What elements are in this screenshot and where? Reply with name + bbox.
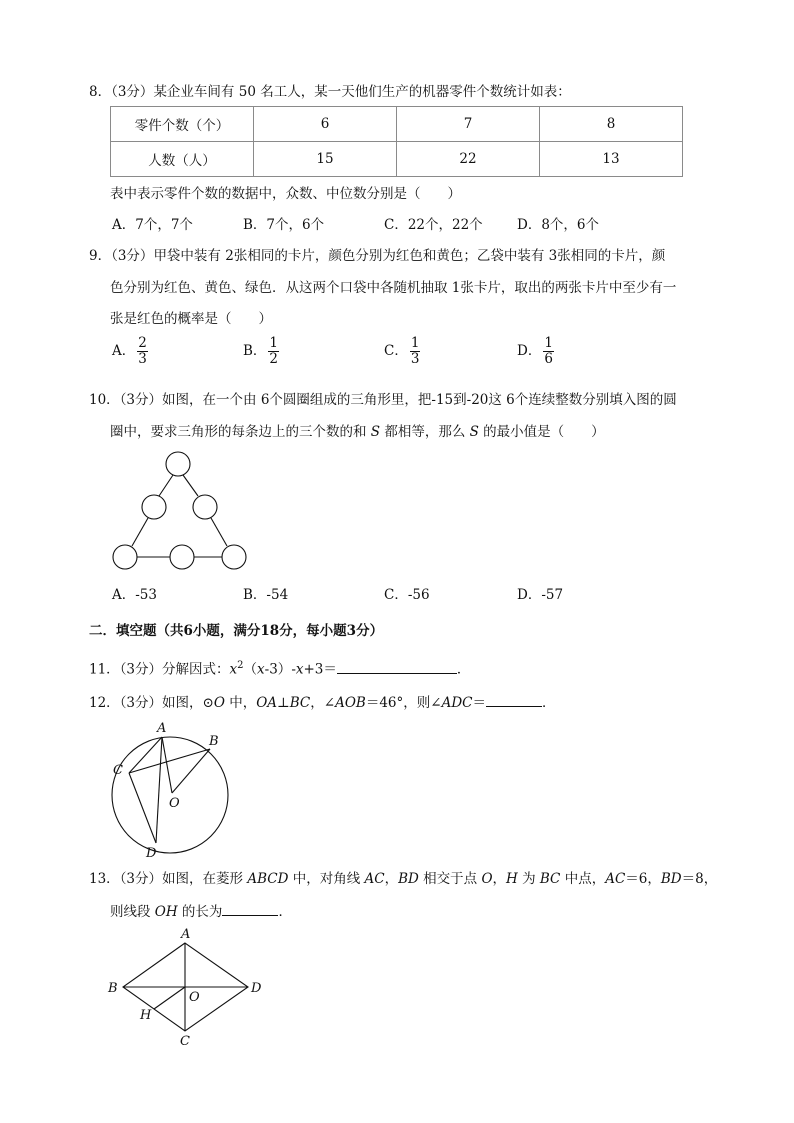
q10-option-d: D．-57 [517, 587, 564, 603]
q8-table [110, 106, 683, 177]
var-oh: OH [154, 904, 178, 920]
q9-score: （3分） [111, 248, 154, 264]
q13-score: （3分） [119, 871, 163, 887]
period: ． [278, 904, 292, 920]
q9-line2: 色分别为红色、黄色、绿色．从这两个口袋中各随机抽取 1张卡片，取出的两张卡片中至少有一 [110, 280, 677, 296]
paren: -3） [264, 661, 292, 678]
label-c: C [180, 1034, 190, 1049]
var-o: O [481, 871, 493, 887]
var-abcd: ABCD [247, 871, 289, 887]
q12-circle-figure [105, 718, 255, 863]
q12-text: 如图，⊙ [162, 695, 214, 711]
q13-number: 13． [89, 871, 120, 887]
fraction [137, 336, 148, 367]
figure-circle [166, 452, 190, 476]
q10-option-b: B．-54 [243, 587, 289, 603]
q13-text: 中，对角线 [288, 871, 365, 887]
period: ． [541, 695, 556, 711]
fraction-numerator: 2 [138, 335, 147, 351]
q11-prefix: 分解因式： [162, 661, 230, 678]
answer-blank[interactable] [337, 659, 457, 674]
q12-score: （3分） [119, 695, 163, 711]
q13-line2 [110, 901, 292, 922]
q11-stem [89, 656, 470, 680]
q13-text: 如图，在菱形 [162, 871, 248, 887]
exponent: 2 [237, 660, 244, 671]
label-h: H [140, 1008, 152, 1023]
label-a: A [157, 721, 167, 736]
fraction-denominator: 3 [410, 351, 420, 367]
label-d: D [251, 981, 262, 996]
q12-text: ，∠ [310, 695, 336, 711]
table-cell: 6 [254, 107, 397, 142]
label-o: O [189, 990, 200, 1005]
triangle-edge [159, 475, 173, 496]
q13-rhombus-figure [105, 925, 275, 1050]
segment-oh [154, 987, 185, 1009]
q10-option-c: C．-56 [384, 587, 430, 603]
paren: （ [243, 661, 258, 678]
q10-line1 [89, 390, 677, 410]
figure-circle [142, 495, 166, 519]
table-cell: 人数（人） [111, 142, 254, 177]
q10-number: 10． [89, 392, 120, 408]
table-cell: 15 [254, 142, 397, 177]
segment-ob [172, 749, 210, 793]
var-bc: BC [289, 695, 311, 711]
q9-option-d [517, 336, 554, 367]
label-c: C [113, 763, 123, 778]
table-cell: 零件个数（个） [111, 107, 254, 142]
var-x: x [229, 661, 238, 678]
fraction-numerator: 1 [410, 335, 420, 351]
q12-text: 中， [224, 695, 257, 711]
figure-circle [170, 545, 194, 569]
label-o: O [169, 796, 180, 811]
triangle-edge [211, 518, 227, 546]
q10-triangle-figure [100, 448, 260, 578]
q11-tail: +3＝ [303, 661, 337, 678]
q8-score: （3分） [111, 84, 154, 100]
segment-ad [156, 737, 162, 843]
q8-option-c: C．22个，22个 [384, 217, 483, 233]
option-label: D． [517, 343, 542, 359]
q13-text: 的长为 [177, 904, 223, 920]
fraction [543, 336, 554, 367]
q9-line3: 张是红色的概率是（ ） [110, 311, 272, 327]
segment-cd [129, 773, 156, 843]
var-s: S [469, 424, 479, 440]
label-a: A [181, 927, 191, 942]
q9-option-c [384, 336, 420, 367]
fraction-numerator: 1 [544, 335, 553, 351]
table-row [111, 142, 683, 177]
var-x: x [257, 661, 265, 678]
q10-score: （3分） [119, 392, 163, 408]
var-o: O [213, 695, 225, 711]
var-adc: ADC [441, 695, 473, 711]
q11-number: 11． [89, 661, 120, 678]
option-label: A． [112, 343, 136, 359]
q13-text: ， [384, 871, 399, 887]
table-row [111, 107, 683, 142]
answer-blank[interactable] [222, 901, 278, 916]
segment-ao [162, 737, 172, 793]
q9-line1 [89, 246, 665, 266]
q13-text: 中点， [560, 871, 606, 887]
var-x: x [295, 661, 304, 678]
fraction-denominator: 6 [544, 351, 553, 367]
q12-number: 12． [89, 695, 120, 711]
q10-option-a: A．-53 [112, 587, 157, 603]
q10-line2 [110, 422, 605, 442]
table-cell: 8 [540, 107, 683, 142]
fraction-denominator: 3 [138, 351, 147, 367]
q8-option-a: A．7个，7个 [112, 217, 193, 233]
answer-blank[interactable] [486, 692, 542, 707]
fraction [268, 336, 279, 367]
var-aob: AOB [335, 695, 366, 711]
figure-circle [113, 545, 137, 569]
var-h: H [506, 871, 518, 887]
q11-score: （3分） [119, 661, 163, 678]
q8-number: 8． [89, 84, 112, 100]
triangle-edge [132, 518, 148, 546]
minus: - [291, 661, 296, 678]
equals: ＝ [472, 695, 486, 711]
figure-circle [193, 495, 217, 519]
fraction-numerator: 1 [269, 335, 279, 351]
label-b: B [209, 734, 219, 749]
q9-option-a [112, 336, 148, 367]
q10-text-2b: 都相等，那么 [380, 424, 470, 440]
var-ac: AC [605, 871, 626, 887]
q10-text-2c: 的最小值是（ ） [478, 424, 605, 440]
q8-option-b: B．7个，6个 [243, 217, 325, 233]
fraction-denominator: 2 [269, 351, 279, 367]
option-label: C． [384, 343, 408, 359]
q8-stem [89, 82, 571, 102]
var-oa: OA [256, 695, 278, 711]
var-s: S [370, 424, 381, 440]
section-title: 二．填空题（共6小题，满分18分，每小题3分） [89, 623, 384, 639]
q8-text: 某企业车间有 50 名工人，某一天他们生产的机器零件个数统计如表： [153, 84, 571, 100]
option-label: B． [243, 343, 267, 359]
table-cell: 7 [397, 107, 540, 142]
fraction [410, 336, 421, 367]
triangle-edge [183, 475, 198, 496]
q8-option-d: D．8个，6个 [517, 217, 600, 233]
q13-text: 为 [517, 871, 540, 887]
q13-text: ＝8， [681, 871, 718, 887]
q8-question: 表中表示零件个数的数据中，众数、中位数分别是（ ） [110, 186, 461, 202]
circle-o [112, 737, 228, 853]
period: ． [456, 661, 471, 678]
label-d: D [146, 846, 157, 861]
q12-stem [89, 692, 555, 713]
table-cell: 22 [397, 142, 540, 177]
q9-option-b [243, 336, 279, 367]
q13-text: ＝6， [625, 871, 661, 887]
q10-text-1: 如图，在一个由 6个圆圈组成的三角形里，把-15到-20这 6个连续整数分别填入图的圆 [162, 392, 677, 408]
figure-circle [222, 545, 246, 569]
q9-number: 9． [89, 248, 112, 264]
q9-text-1: 甲袋中装有 2张相同的卡片，颜色分别为红色和黄色；乙袋中装有 3张相同的卡片，颜 [153, 248, 666, 264]
segment-cb [129, 749, 210, 773]
var-bc: BC [539, 871, 561, 887]
q13-text: 则线段 [110, 904, 155, 920]
q13-text: 相交于点 [418, 871, 482, 887]
q13-line1 [89, 869, 717, 889]
var-bd: BD [660, 871, 682, 887]
var-bd: BD [398, 871, 419, 887]
table-cell: 13 [540, 142, 683, 177]
var-ac: AC [364, 871, 385, 887]
q10-text-2a: 圈中，要求三角形的每条边上的三个数的和 [110, 424, 371, 440]
q12-text: ＝46°，则∠ [365, 695, 442, 711]
label-b: B [108, 981, 118, 996]
perp-symbol: ⊥ [277, 695, 290, 711]
q13-text: ， [492, 871, 507, 887]
